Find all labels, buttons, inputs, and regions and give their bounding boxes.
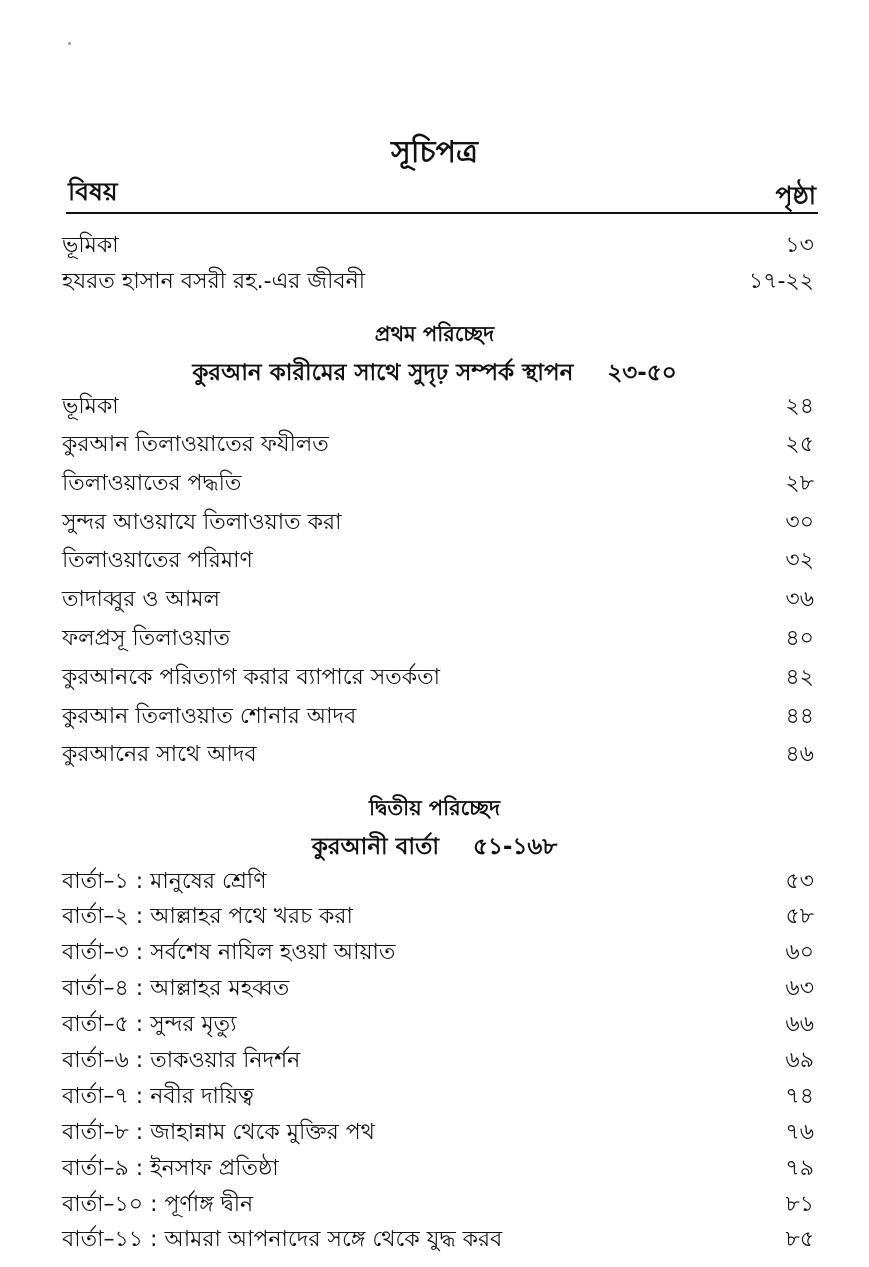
entry-page: ৫৩ [785,869,814,894]
toc-entry [62,699,814,735]
chapter2-subtitle: কুরআনী বার্তা [311,834,440,860]
entry-title: বার্তা–১ : মানুষের শ্রেণি [62,869,267,894]
entry-page: ৪২ [785,665,814,690]
chapter1-range: ২৩-৫০ [607,360,677,386]
entry-title: তাদাব্বুর ও আমল [62,587,220,612]
entry-title: বার্তা–১০ : পূর্ণাঙ্গ দ্বীন [62,1192,254,1217]
toc-entry [62,899,814,935]
page-title: সূচিপত্র [391,135,478,170]
toc-entry [62,1079,814,1115]
entry-title: বার্তা–৬ : তাকওয়ার নিদর্শন [62,1048,301,1073]
entry-title: সুন্দর আওয়াযে তিলাওয়াত করা [62,510,342,535]
toc-entry [62,389,814,425]
chapter1-heading: প্রথম পরিচ্ছেদ [374,322,495,346]
entry-title: বার্তা–৫ : সুন্দর মৃত্যু [62,1012,237,1037]
entry-page: ১৭-২২ [748,269,814,294]
toc-entry [62,264,814,300]
toc-entry [62,1115,814,1151]
entry-title: বার্তা–২ : আল্লাহর পথে খরচ করা [62,904,353,929]
entry-page: ৪০ [785,626,814,651]
entry-title: হযরত হাসান বসরী রহ.-এর জীবনী [62,269,366,294]
toc-entry [62,505,814,541]
entry-title: তিলাওয়াতের পরিমাণ [62,548,253,573]
entry-page: ৩২ [785,548,814,573]
entry-page: ২৮ [785,471,814,496]
entry-title: তিলাওয়াতের পদ্ধতি [62,471,242,496]
entry-title: ভূমিকা [62,233,119,258]
entry-page: ৪৪ [785,704,814,729]
toc-entry [62,228,814,264]
chapter1-subtitle-line [0,354,869,393]
scan-speck [68,42,71,45]
entry-title: কুরআন তিলাওয়াতের ফযীলত [62,432,329,457]
toc-entry [62,427,814,463]
entry-page: ৭৯ [785,1156,814,1181]
chapter1-subtitle: কুরআন কারীমের সাথে সুদৃঢ় সম্পর্ক স্থাপন [192,360,574,386]
toc-entry [62,582,814,618]
toc-entry [62,935,814,971]
toc-entry [62,1043,814,1079]
entry-page: ১৩ [785,233,814,258]
entry-title: বার্তা–৯ : ইনসাফ প্রতিষ্ঠা [62,1156,279,1181]
entry-title: বার্তা–৪ : আল্লাহর মহব্বত [62,976,290,1001]
toc-entry [62,621,814,657]
toc-entry [62,864,814,900]
header-divider [66,212,818,214]
entry-page: ৬৬ [785,1012,814,1037]
toc-entry [62,737,814,773]
subject-column-header: বিষয় [68,177,118,206]
entry-title: ফলপ্রসূ তিলাওয়াত [62,626,231,651]
entry-title: বার্তা–৭ : নবীর দায়িত্ব [62,1084,254,1109]
toc-header [68,172,816,212]
toc-entry [62,971,814,1007]
entry-title: বার্তা–৮ : জাহান্নাম থেকে মুক্তির পথ [62,1120,375,1145]
toc-entry [62,543,814,579]
entry-page: ৬০ [785,940,814,965]
toc-entry [62,466,814,502]
chapter2-subtitle-line [0,828,869,867]
entry-title: কুরআনের সাথে আদব [62,742,257,767]
chapter2-heading: দ্বিতীয় পরিচ্ছেদ [368,796,501,820]
toc-entry [62,1151,814,1187]
toc-entry [62,1222,814,1258]
entry-page: ৭৬ [785,1120,814,1145]
entry-page: ৮১ [785,1192,814,1217]
toc-entry [62,660,814,696]
entry-page: ২৪ [785,394,814,419]
chapter2-range: ৫১-১৬৮ [473,834,558,860]
entry-page: ২৫ [785,432,814,457]
entry-page: ৩৬ [785,587,814,612]
entry-page: ৭৪ [785,1084,814,1109]
entry-page: ৬৯ [785,1048,814,1073]
entry-page: ৬৩ [785,976,814,1001]
toc-entry [62,1007,814,1043]
page-column-header: পৃষ্ঠা [775,181,816,210]
entry-title: বার্তা–১১ : আমরা আপনাদের সঙ্গে থেকে যুদ্ধ করব [62,1227,503,1252]
entry-title: কুরআনকে পরিত্যাগ করার ব্যাপারে সতর্কতা [62,665,441,690]
entry-title: বার্তা–৩ : সর্বশেষ নাযিল হওয়া আয়াত [62,940,396,965]
toc-entry [62,1187,814,1223]
entry-page: ৫৮ [785,904,814,929]
entry-page: ৪৬ [785,742,814,767]
entry-title: ভূমিকা [62,394,119,419]
entry-page: ৩০ [785,510,814,535]
entry-page: ৮৫ [785,1227,814,1252]
entry-title: কুরআন তিলাওয়াত শোনার আদব [62,704,357,729]
